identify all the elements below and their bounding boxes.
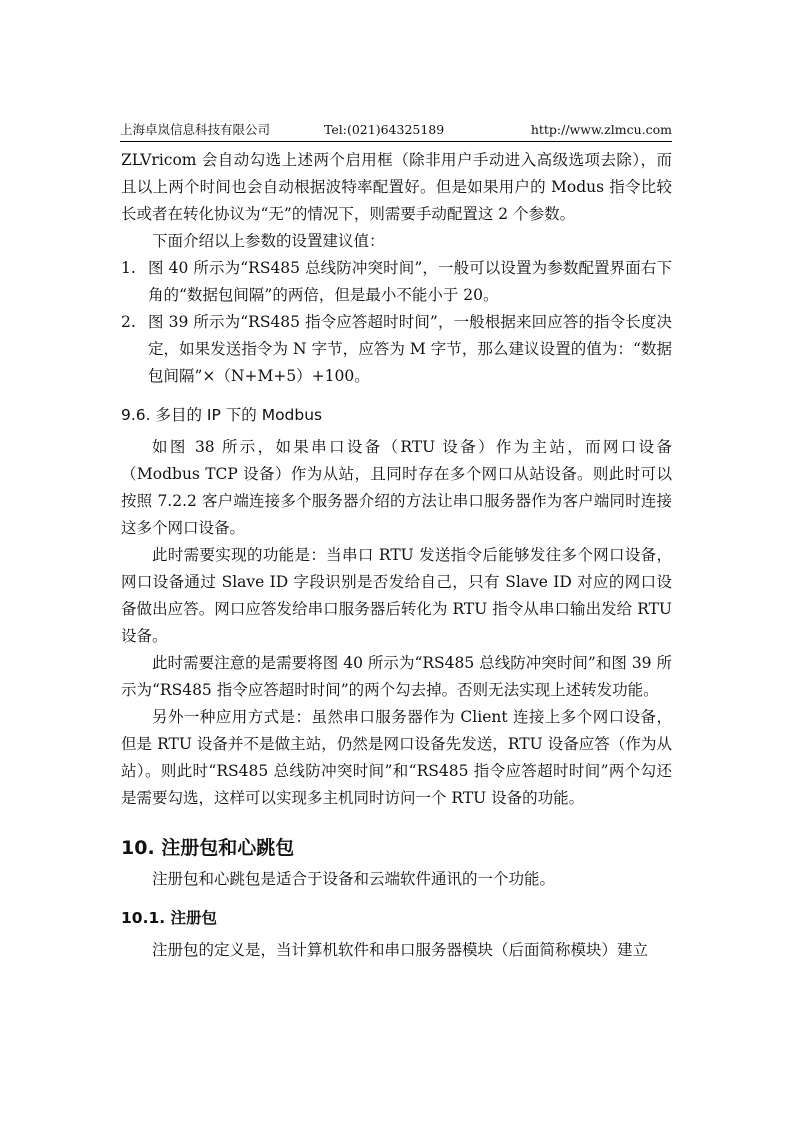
- paragraph: 另外一种应用方式是：虽然串口服务器作为 Client 连接上多个网口设备，但是 RTU 设备并不是做主站，仍然是网口设备先发送，RTU 设备应答（作为从站）。则此时“RS485 总线防冲突时间”和“RS485 指令应答超时时间”两个勾还是需要勾选，这样可以实现多主机同时访问一个 RTU 设备的功能。: [121, 708, 672, 807]
- list-item-number: 2.: [121, 313, 136, 331]
- list-item-text: 图 39 所示为“RS485 指令应答超时时间”，一般根据来回应答的指令长度决定，如果发送指令为 N 字节，应答为 M 字节，那么建议设置的值为：“数据包间隔”×（N+M+5）+100。: [148, 313, 672, 385]
- paragraph: 如图 38 所示，如果串口设备（RTU 设备）作为主站，而网口设备（Modbus TCP 设备）作为从站，且同时存在多个网口从站设备。则此时可以按照 7.2.2 客户端连接多个服务器介绍的方法让串口服务器作为客户端同时连接这多个网口设备。: [121, 438, 672, 537]
- page-content: [121, 147, 672, 964]
- paragraph: 注册包和心跳包是适合于设备和云端软件通讯的一个功能。: [152, 870, 556, 888]
- paragraph: 此时需要注意的是需要将图 40 所示为“RS485 总线防冲突时间”和图 39 所示为“RS485 指令应答超时时间”的两个勾去掉。否则无法实现上述转发功能。: [121, 654, 672, 699]
- list-item: [121, 309, 672, 390]
- paragraph: ZLVricom 会自动勾选上述两个启用框（除非用户手动进入高级选项去除），而且以上两个时间也会自动根据波特率配置好。但是如果用户的 Modus 指令比较长或者在转化协议为“无”的情况下，则需要手动配置这 2 个参数。: [121, 151, 672, 223]
- list-item: [121, 255, 672, 309]
- paragraph: 下面介绍以上参数的设置建议值：: [152, 232, 385, 250]
- paragraph: 注册包的定义是，当计算机软件和串口服务器模块（后面简称模块）建立: [152, 941, 649, 959]
- chapter-heading-10: 10. 注册包和心跳包: [121, 837, 295, 859]
- list-item-text: 图 40 所示为“RS485 总线防冲突时间”，一般可以设置为参数配置界面右下角的“数据包间隔”的两倍，但是最小不能小于 20。: [148, 259, 672, 304]
- section-heading-9-6: 9.6. 多目的 IP 下的 Modbus: [121, 406, 323, 424]
- paragraph: 此时需要实现的功能是：当串口 RTU 发送指令后能够发往多个网口设备，网口设备通过 Slave ID 字段识别是否发给自己，只有 Slave ID 对应的网口设备做出应答。网口应答发给串口服务器后转化为 RTU 指令从串口输出发给 RTU 设备。: [121, 546, 672, 645]
- header-url: http://www.zlmcu.com: [530, 122, 672, 137]
- list-item-number: 1.: [121, 259, 136, 277]
- header-company: 上海卓岚信息科技有限公司: [120, 122, 271, 137]
- section-heading-10-1: 10.1. 注册包: [121, 909, 218, 927]
- page-header: [120, 121, 672, 142]
- header-tel: Tel:(021)64325189: [324, 122, 445, 137]
